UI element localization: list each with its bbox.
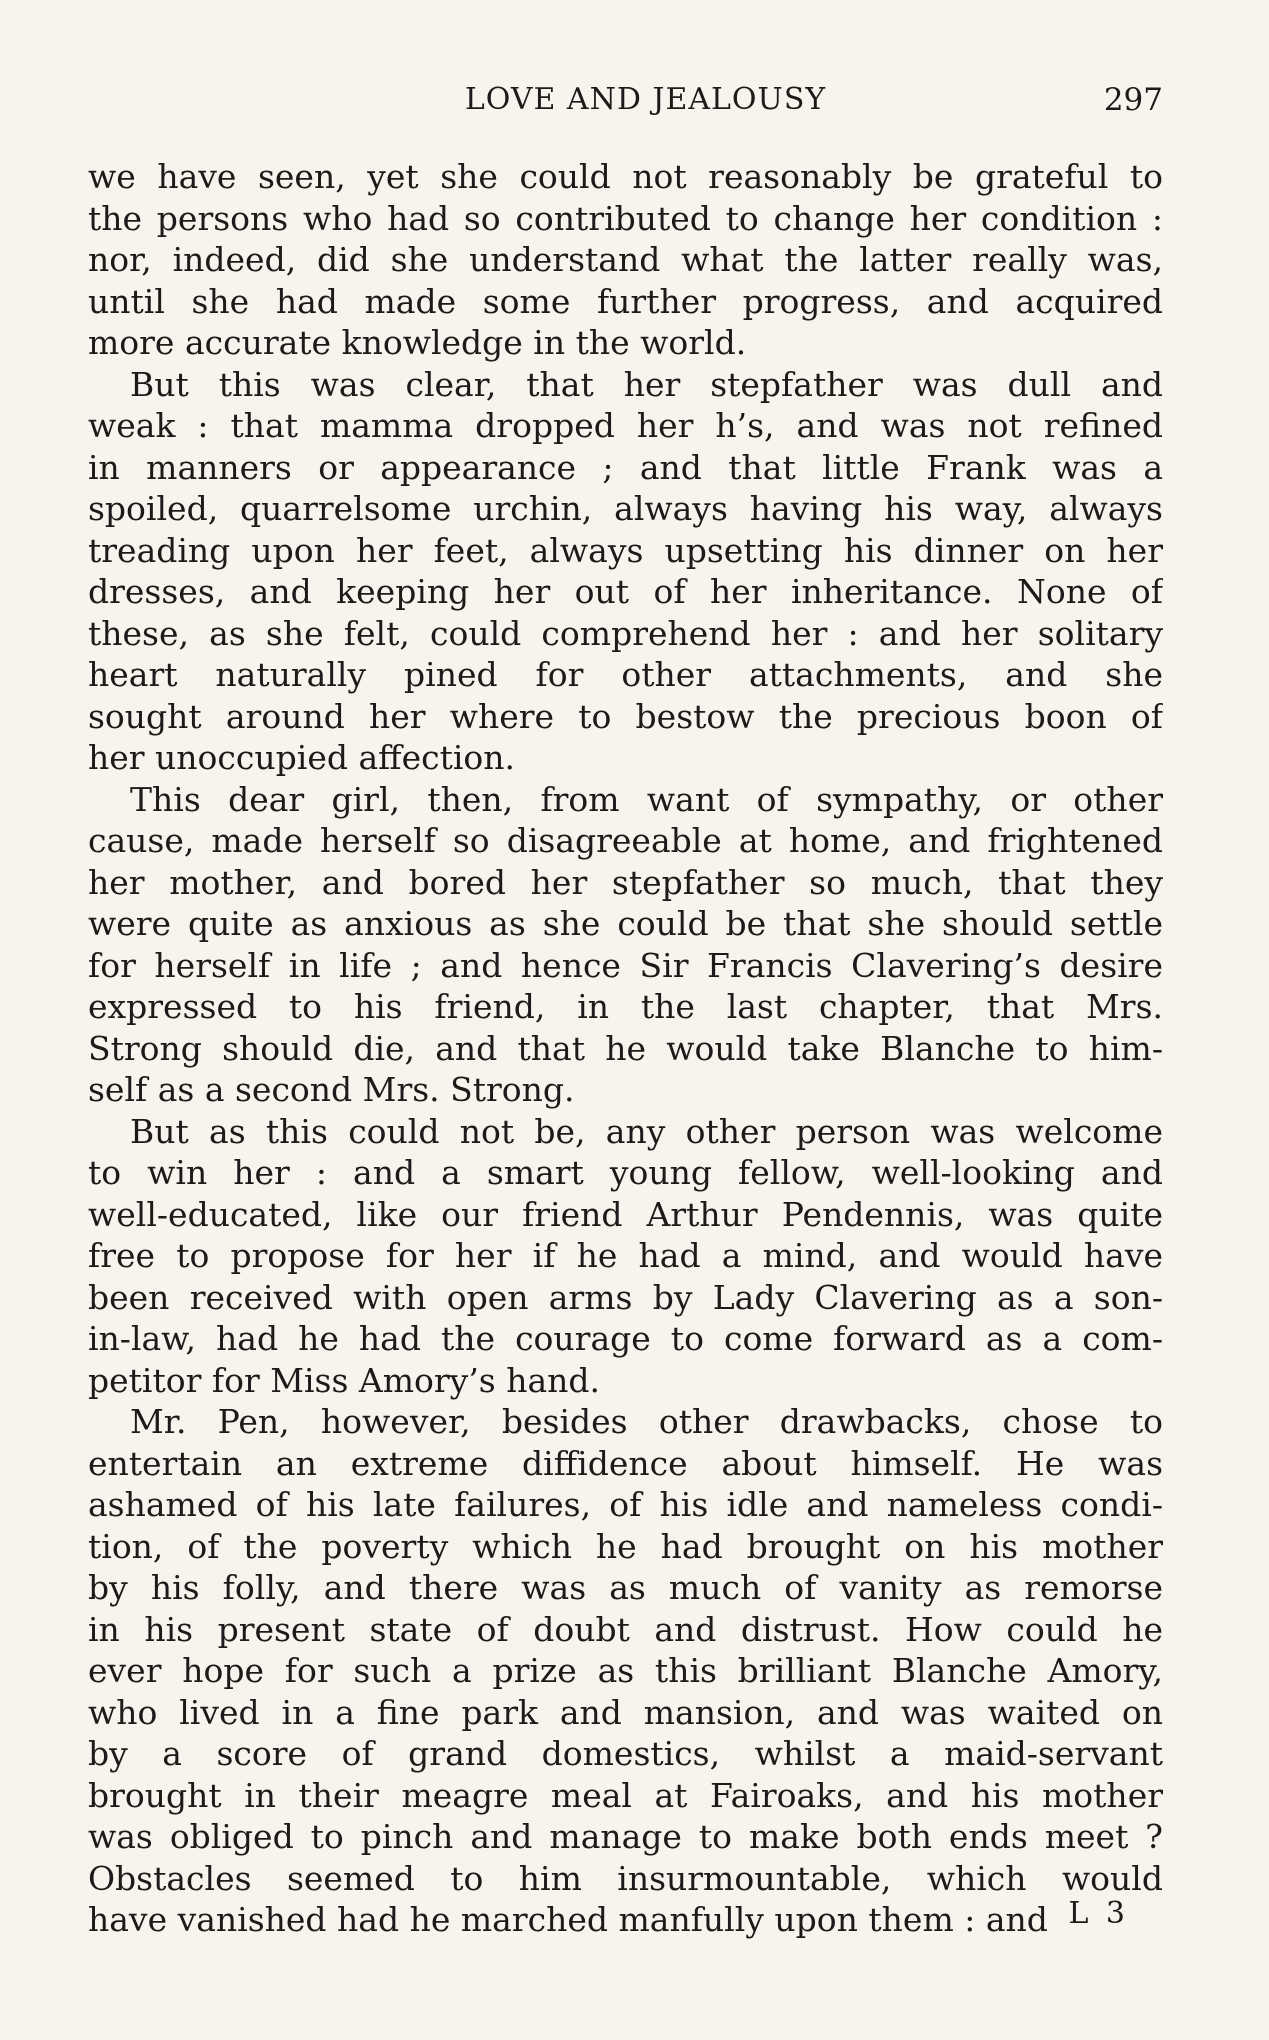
- text-line: Strong should die, and that he would take Blanche to him-: [88, 1028, 1163, 1068]
- text-line: have vanished had he marched manfully upon them : and: [88, 1900, 1048, 1939]
- paragraph: [88, 364, 1163, 779]
- text-line: petitor for Miss Amory’s hand.: [88, 1360, 601, 1400]
- text-line: entertain an extreme diffidence about himself. He was: [88, 1443, 1163, 1483]
- text-line: ashamed of his late failures, of his idle and nameless condi-: [88, 1485, 1163, 1524]
- text-line: heart naturally pined for other attachments, and she: [88, 655, 1163, 694]
- page-number: 297: [1103, 82, 1163, 118]
- text-line: in manners or appearance ; and that little Frank was a: [88, 447, 1163, 487]
- text-line: But this was clear, that her stepfather was dull and: [130, 364, 1163, 404]
- text-line: well-educated, like our friend Arthur Pendennis, was quite: [88, 1194, 1163, 1234]
- text-line: to win her : and a smart young fellow, well-looking and: [88, 1153, 1163, 1192]
- body-text: [88, 156, 1163, 1941]
- text-line: in-law, had he had the courage to come forward as a com-: [88, 1319, 1163, 1358]
- text-line: free to propose for her if he had a mind, and would have: [88, 1236, 1163, 1275]
- text-line: these, as she felt, could comprehend her : and her solitary: [88, 613, 1163, 653]
- text-line: Obstacles seemed to him insurmountable, which would: [88, 1858, 1163, 1898]
- running-head: [88, 76, 1163, 124]
- text-line: been received with open arms by Lady Clavering as a son-: [88, 1277, 1163, 1317]
- text-line: tion, of the poverty which he had brought on his mother: [88, 1526, 1163, 1566]
- text-line: treading upon her feet, always upsetting his dinner on her: [88, 530, 1163, 570]
- text-line: her unoccupied affection.: [88, 738, 516, 777]
- paragraph: [88, 1401, 1163, 1941]
- text-line: until she had made some further progress, and acquired: [88, 281, 1163, 321]
- text-line: more accurate knowledge in the world.: [88, 323, 747, 362]
- text-line: by his folly, and there was as much of vanity as remorse: [88, 1568, 1163, 1607]
- text-line: by a score of grand domestics, whilst a maid-servant: [88, 1734, 1163, 1773]
- signature-mark: L 3: [1068, 1896, 1129, 1931]
- text-line: But as this could not be, any other person was welcome: [130, 1111, 1163, 1151]
- text-line: ever hope for such a prize as this brilliant Blanche Amory,: [88, 1651, 1163, 1690]
- text-line: brought in their meagre meal at Fairoaks, and his mother: [88, 1775, 1163, 1815]
- paragraph: [88, 156, 1163, 364]
- text-line: was obliged to pinch and manage to make both ends meet ?: [88, 1817, 1163, 1856]
- text-line: This dear girl, then, from want of sympathy, or other: [130, 779, 1163, 819]
- text-line: spoiled, quarrelsome urchin, always having his way, always: [88, 489, 1163, 528]
- text-line: the persons who had so contributed to change her condition :: [88, 198, 1163, 238]
- text-line: expressed to his friend, in the last chapter, that Mrs.: [88, 987, 1163, 1026]
- text-line: we have seen, yet she could not reasonably be grateful to: [88, 157, 1163, 196]
- text-line: for herself in life ; and hence Sir Francis Clavering’s desire: [88, 945, 1163, 985]
- text-line: dresses, and keeping her out of her inheritance. None of: [88, 572, 1163, 611]
- text-line: weak : that mamma dropped her h’s, and was not refined: [88, 406, 1163, 445]
- text-line: self as a second Mrs. Strong.: [88, 1070, 575, 1109]
- text-line: were quite as anxious as she could be that she should settle: [88, 904, 1163, 943]
- text-line: in his present state of doubt and distrust. How could he: [88, 1609, 1163, 1649]
- running-title: LOVE AND JEALOUSY: [464, 82, 827, 117]
- text-line: sought around her where to bestow the precious boon of: [88, 696, 1163, 736]
- text-line: nor, indeed, did she understand what the latter really was,: [88, 240, 1163, 279]
- text-line: Mr. Pen, however, besides other drawbacks, chose to: [130, 1402, 1163, 1441]
- paragraph: [88, 779, 1163, 1111]
- text-line: cause, made herself so disagreeable at home, and frightened: [88, 821, 1163, 860]
- paragraph: [88, 1111, 1163, 1402]
- text-line: who lived in a fine park and mansion, and was waited on: [88, 1692, 1163, 1732]
- text-line: her mother, and bored her stepfather so much, that they: [88, 862, 1163, 902]
